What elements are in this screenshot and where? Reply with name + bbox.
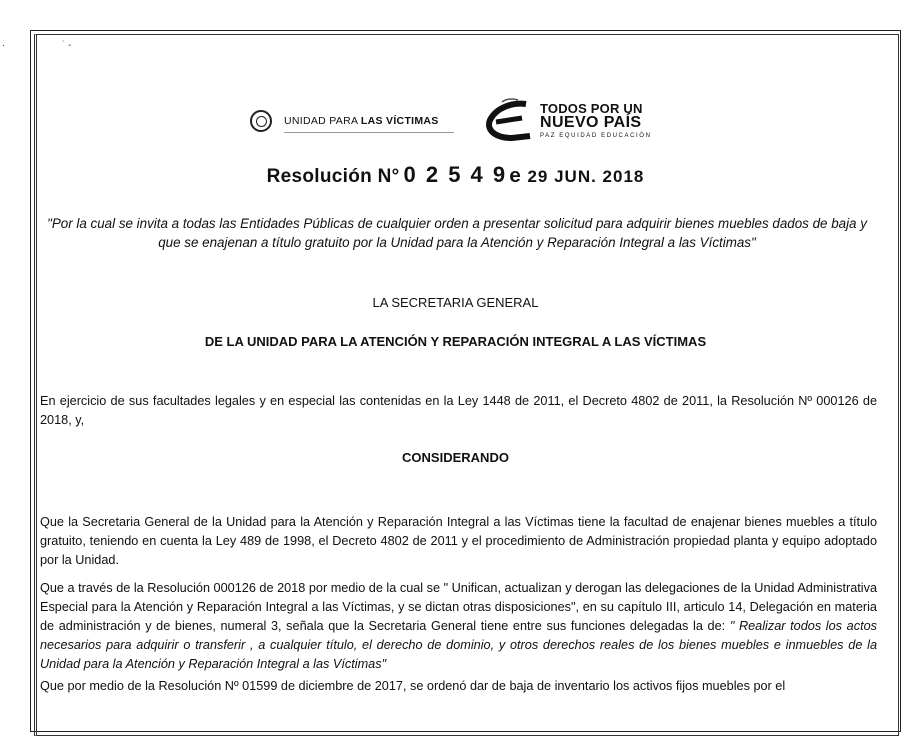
heading-secretaria: LA SECRETARIA GENERAL	[372, 295, 539, 310]
logo-underline	[284, 132, 454, 136]
resolution-de: e	[509, 166, 522, 189]
logo-line-3: PAZ EQUIDAD EDUCACIÓN	[540, 132, 652, 139]
paragraph-considerando-2-quote: " Realizar todos los actos necesarios para adquirir o transferir , a cualquier título, el derecho de dominio, y otros derechos reales de los bienes muebles e inmuebles de la Unidad para la Atención y Reparación Integral a las Víctimas"	[40, 619, 877, 672]
resolution-subtitle: "Por la cual se invita a todas las Entidades Públicas de cualquier orden a presentar solicitud para adquirir bienes muebles dados de baja y que se enajenan a título gratuito por la Unidad para la Atención y Reparación Integral a las Víctimas"	[47, 216, 867, 251]
heading-considerando: CONSIDERANDO	[402, 450, 509, 465]
scan-speck: ⸱	[2, 41, 5, 52]
todos-por-un-nuevo-pais-logo	[482, 98, 652, 142]
paragraph-considerando-1: Que la Secretaria General de la Unidad para la Atención y Reparación Integral a las Víctimas tiene la facultad de enajenar bienes muebles a título gratuito, teniendo en cuenta la Ley 489 de 1998, el Decreto 4802 de 2011 y el procedimiento de Administración propiedad planta y equipo adoptado por la Unidad.	[40, 515, 877, 568]
nuevo-pais-text	[540, 102, 652, 139]
resolution-number: 0 2 5 4 9	[403, 162, 508, 187]
resolution-date: 29 JUN. 2018	[527, 167, 645, 186]
e-swoosh-icon	[482, 98, 534, 142]
resolution-title	[0, 162, 911, 189]
coat-of-arms-icon	[250, 110, 272, 132]
paragraph-considerando-2-text: Que a través de la Resolución 000126 de 2018 por medio de la cual se " Unifican, actualizan y derogan las delegaciones de la Unidad Administrativa Especial para la Atención y Reparación Integral a las Víctimas, y se dictan otras disposiciones", en su capítulo III, articulo 14, Delegación en materia de administración y de bienes, numeral 3, señala que la Secretaria General tiene entre sus funciones delegadas la de:	[40, 581, 877, 634]
paragraph-facultades: En ejercicio de sus facultades legales y en especial las contenidas en la Ley 1448 de 2011, el Decreto 4802 de 2011, la Resolución Nº 000126 de 2018, y,	[40, 394, 877, 428]
paragraph-considerando-3: Que por medio de la Resolución Nº 01599 de diciembre de 2017, se ordenó dar de baja de inventario los activos fijos muebles por el	[40, 679, 786, 693]
scan-speck: ˙ ‑	[62, 40, 72, 51]
unidad-logo-text: UNIDAD PARA LAS VÍCTIMAS	[284, 115, 439, 127]
logo-line-1: TODOS POR UN	[540, 100, 643, 116]
resolution-label: Resolución N°	[266, 166, 400, 187]
unidad-victimas-logo	[250, 110, 439, 132]
heading-unidad: DE LA UNIDAD PARA LA ATENCIÓN Y REPARACIÓN INTEGRAL A LAS VÍCTIMAS	[204, 334, 707, 349]
logo-line-2: NUEVO PAÍS	[540, 113, 642, 131]
paragraph-considerando-2	[40, 579, 877, 674]
